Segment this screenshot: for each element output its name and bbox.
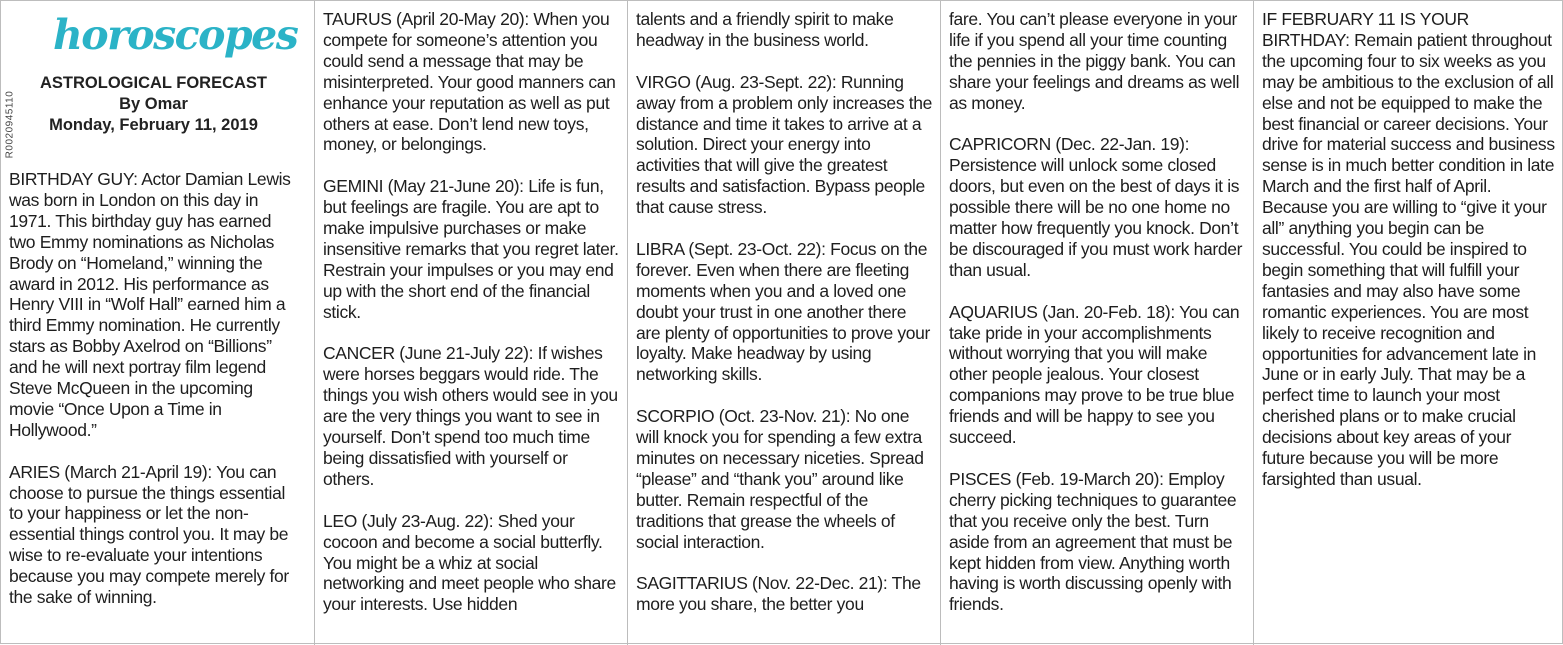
entry-libra: LIBRA (Sept. 23-Oct. 22): Focus on the forever. Even when there are fleeting moments when you and a loved one doubt your trust in one another there are plenty of opportunities to prove your loyalty. Make headway by using networking skills.	[636, 238, 931, 385]
column-3-text	[628, 1, 940, 615]
entry-pisces: PISCES (Feb. 19-March 20): Employ cherry picking techniques to guarantee that you receive only the best. Turn aside from an agreement that must be kept hidden from view. Anything worth having is worth discussing openly with friends.	[949, 468, 1237, 615]
entry-gemini: GEMINI (May 21-June 20): Life is fun, but feelings are fragile. You are apt to make impulsive purchases or make insensitive remarks that you regret later. Restrain your impulses or you may end up with the short end of the financial stick.	[323, 176, 619, 322]
entry-birthday-feb-11: IF FEBRUARY 11 IS YOUR BIRTHDAY: Remain patient throughout the upcoming four to six weeks as you may be ambitious to the exclusion of all else and not be equipped to make the best financial or career decisions. Your drive for material success and business sense is in much better condition in late March and the first half of April. Because you are willing to “give it your all” anything you begin can be successful. You could be inspired to begin something that will fulfill your fantasies and may also have some romantic experiences. You are most likely to receive recognition and opportunities for advancement late in June or in early July. That may be a perfect time to launch your most cherished plans or to make crucial decisions about key areas of your future because you will be more farsighted than usual.	[1262, 9, 1555, 489]
column-2	[314, 1, 627, 645]
forecast-title: ASTROLOGICAL FORECAST	[39, 74, 268, 92]
author: By Omar	[119, 95, 188, 113]
entry-capricorn: CAPRICORN (Dec. 22-Jan. 19): Persistence will unlock some closed doors, but even on the best of days it is possible there will be no one home no matter how frequently you knock. Don’t be discouraged if you must work harder than usual.	[949, 134, 1243, 280]
entry-virgo: VIRGO (Aug. 23-Sept. 22): Running away from a problem only increases the distance and time it takes to arrive at a solution. Direct your energy into activities that will give the greatest results and satisfaction. Bypass people that cause stress.	[636, 71, 933, 218]
entry-taurus: TAURUS (April 20-May 20): When you compete for someone’s attention you could send a message that may be misinterpreted. Your good manners can enhance your reputation as well as put others at ease. Don’t lend new toys, money, or belongings.	[323, 9, 616, 155]
column-4	[940, 1, 1253, 645]
side-code: R0020945110	[4, 90, 16, 159]
column-5	[1253, 1, 1563, 645]
column-4-text	[941, 1, 1253, 615]
entry-cancer: CANCER (June 21-July 22): If wishes were horses beggars would ride. The things you wish others would see in you are the very things you want to see in yourself. Don’t spend too much time being dissatisfied with yourself or others.	[323, 343, 618, 489]
column-3	[627, 1, 940, 645]
entry-sagittarius-continued: fare. You can’t please everyone in your life if you spend all your time counting the pennies in the piggy bank. You can share your feelings and dreams as well as money.	[949, 9, 1240, 113]
horoscopes-logo: horoscopes	[53, 11, 298, 59]
column-5-text	[1254, 1, 1563, 490]
entry-birthday-guy: BIRTHDAY GUY: Actor Damian Lewis was born in London on this day in 1971. This birthday guy has earned two Emmy nominations as Nicholas Brody on “Homeland,” winning the award in 2012. His performance as Henry VIII in “Wolf Hall” earned him a third Emmy nomination. He currently stars as Bobby Axelrod on “Billions” and he will next portray film legend Steve McQueen in the upcoming movie “Once Upon a Time in Hollywood.”	[9, 169, 291, 440]
entry-scorpio: SCORPIO (Oct. 23-Nov. 21): No one will knock you for spending a few extra minutes on necessary niceties. Spread “please” and “thank you” around like butter. Remain respectful of the traditions that grease the wheels of social interaction.	[636, 406, 924, 552]
entry-leo-continued: talents and a friendly spirit to make headway in the business world.	[636, 9, 894, 50]
column-2-text	[315, 1, 627, 615]
masthead	[1, 1, 313, 161]
entry-leo: LEO (July 23-Aug. 22): Shed your cocoon and become a social butterfly. You might be a whiz at social networking and meet people who share your interests. Use hidden	[323, 510, 616, 615]
entry-aries: ARIES (March 21-April 19): You can choose to pursue the things essential to your happiness or let the non-essential things control you. It may be wise to re-evaluate your intentions because you may compete merely for the sake of winning.	[9, 461, 289, 608]
byline	[21, 73, 286, 136]
column-1	[1, 1, 313, 645]
date: Monday, February 11, 2019	[49, 116, 258, 134]
entry-sagittarius: SAGITTARIUS (Nov. 22-Dec. 21): The more you share, the better you	[636, 573, 921, 615]
column-1-text	[9, 169, 301, 629]
entry-aquarius: AQUARIUS (Jan. 20-Feb. 18): You can take pride in your accomplishments without worrying that you will make other people jealous. Your closest companions may prove to be true blue friends and will be happy to see you succeed.	[949, 301, 1240, 448]
